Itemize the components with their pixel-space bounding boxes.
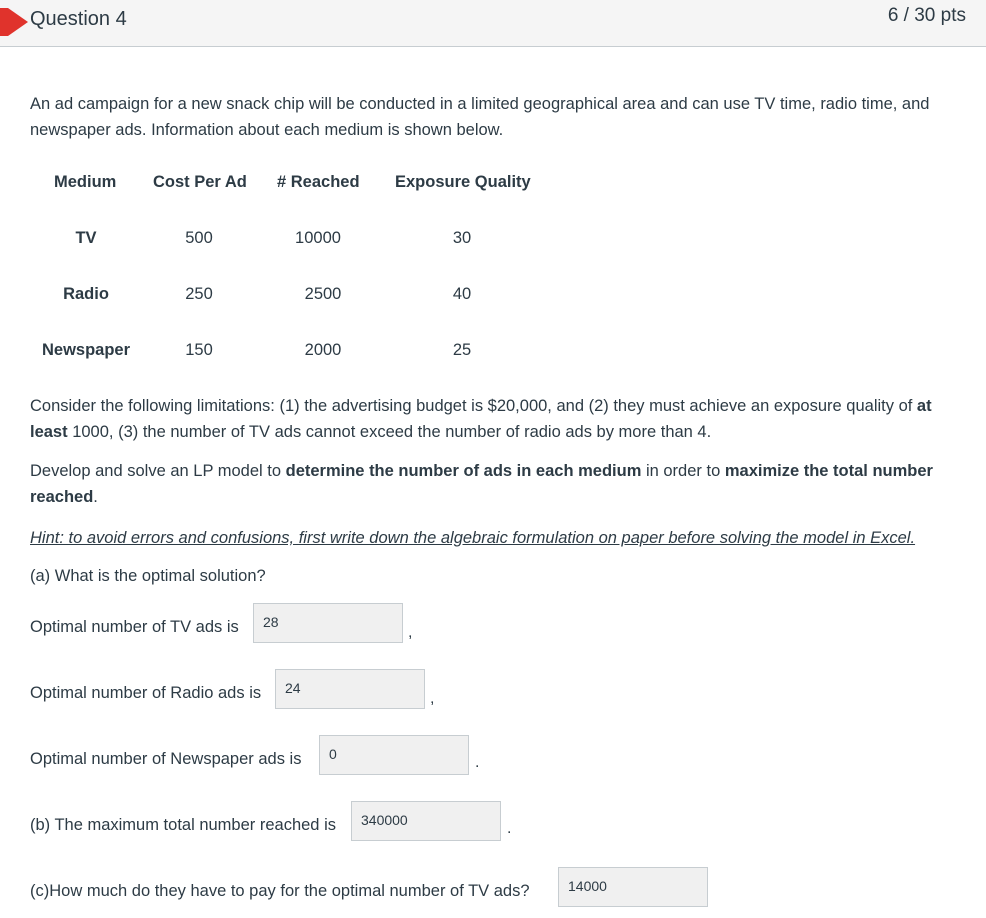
limitations-text [30, 393, 970, 445]
newspaper-ads-label: Optimal number of Newspaper ads is [30, 750, 302, 768]
table-cell-cost: 250 [185, 285, 213, 303]
develop-part3: . [93, 488, 98, 506]
flag-icon [8, 8, 28, 36]
develop-bold2: maximize the total number reached [30, 462, 933, 506]
max-reached-label: (b) The maximum total number reached is [30, 816, 336, 834]
max-reached-answer-field[interactable]: 340000 [351, 801, 501, 841]
table-cell-medium: TV [75, 229, 97, 247]
develop-part1: Develop and solve an LP model to [30, 462, 286, 480]
table-cell-cost: 150 [185, 341, 213, 359]
max-reached-punctuation: . [507, 820, 512, 837]
question-title: Question 4 [30, 8, 127, 30]
table-header-cost: Cost Per Ad [153, 173, 247, 191]
table-cell-reached: 2500 [304, 285, 342, 303]
tv-ads-label: Optimal number of TV ads is [30, 618, 239, 636]
tv-ads-answer-field[interactable]: 28 [253, 603, 403, 643]
limitations-part1: Consider the following limitations: (1) the advertising budget is $20,000, and (2) they must achieve an exposure quality of [30, 397, 917, 415]
question-points: 6 / 30 pts [887, 5, 966, 26]
table-header-exposure: Exposure Quality [395, 173, 531, 191]
table-cell-cost: 500 [185, 229, 213, 247]
hint-text: Hint: to avoid errors and confusions, first write down the algebraic formulation on paper before solving the model in Excel. [30, 529, 916, 547]
table-cell-medium: Newspaper [41, 341, 131, 359]
question-intro: An ad campaign for a new snack chip will be conducted in a limited geographical area and can use TV time, radio time, and newspaper ads. Information about each medium is shown below. [30, 95, 930, 139]
radio-ads-punctuation: , [430, 690, 435, 707]
develop-bold1: determine the number of ads in each medium [285, 462, 642, 480]
table-header-reached: # Reached [277, 173, 360, 191]
radio-ads-label: Optimal number of Radio ads is [30, 684, 262, 702]
table-cell-exposure: 40 [452, 285, 472, 303]
question-a: (a) What is the optimal solution? [30, 567, 266, 585]
table-cell-medium: Radio [63, 285, 109, 303]
tv-cost-label: (c)How much do they have to pay for the optimal number of TV ads? [30, 882, 530, 900]
limitations-bold: at least [30, 397, 932, 441]
flag-bar [0, 8, 8, 36]
radio-ads-answer-field[interactable]: 24 [275, 669, 425, 709]
newspaper-ads-answer-field[interactable]: 0 [319, 735, 469, 775]
limitations-part2: 1000, (3) the number of TV ads cannot exceed the number of radio ads by more than 4. [67, 423, 712, 441]
table-header-medium: Medium [54, 173, 117, 191]
tv-cost-answer-field[interactable]: 14000 [558, 867, 708, 907]
question-header [0, 0, 986, 47]
newspaper-ads-punctuation: . [475, 754, 480, 771]
tv-ads-punctuation: , [408, 624, 413, 641]
table-cell-reached: 10000 [295, 229, 341, 247]
develop-text [30, 458, 970, 510]
table-cell-reached: 2000 [304, 341, 342, 359]
develop-part2: in order to [641, 462, 725, 480]
table-cell-exposure: 25 [452, 341, 472, 359]
table-cell-exposure: 30 [452, 229, 472, 247]
